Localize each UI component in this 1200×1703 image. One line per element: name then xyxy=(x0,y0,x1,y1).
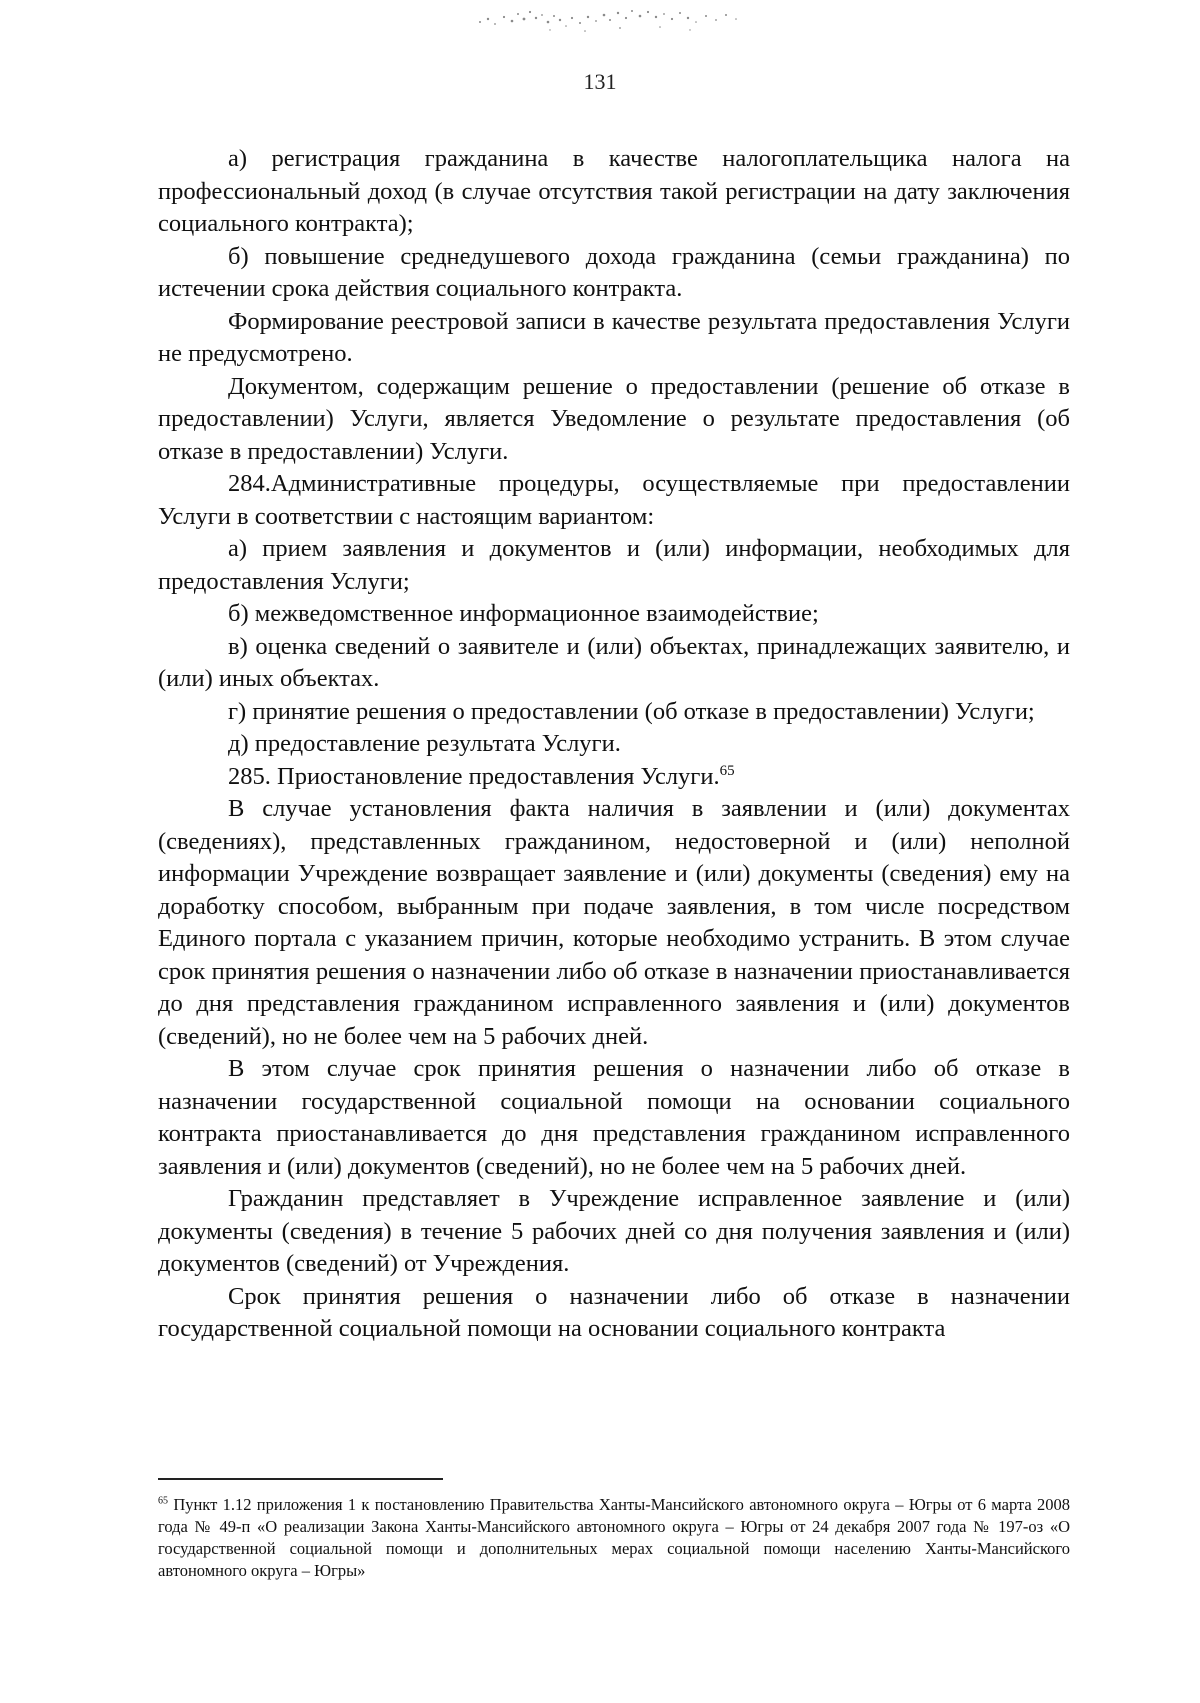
document-body xyxy=(158,143,1070,1346)
paragraph: 284.Административные процедуры, осуществляемые при предоставлении Услуги в соответствии с настоящим вариантом: xyxy=(158,470,1070,530)
page-number: 131 xyxy=(583,69,617,94)
paragraph: г) принятие решения о предоставлении (об отказе в предоставлении) Услуги; xyxy=(228,697,1035,725)
footnote-separator xyxy=(158,1478,443,1480)
section-heading-285 xyxy=(158,761,1070,794)
paragraph: В случае установления факта наличия в заявлении и (или) документах (сведениях), представленных гражданином, недостоверной и (или) неполной информации Учреждение возвращает заявление и (или) документы (сведения) ему на доработку способом, выбранным при подаче заявления, в том числе посредством Единого портала с указанием причин, которые необходимо устранить. В этом случае срок принятия решения о назначении либо об отказе в назначении приостанавливается до дня представления гражданином исправленного заявления и (или) документов (сведений), но не более чем на 5 рабочих дней. xyxy=(158,795,1070,1050)
paragraph: б) межведомственное информационное взаимодействие; xyxy=(228,600,819,627)
footnote xyxy=(158,1494,1070,1582)
footnote-text: Пункт 1.12 приложения 1 к постановлению Правительства Ханты-Мансийского автономного округа – Югры от 6 марта 2008 года № 49-п «О реализации Закона Ханты-Мансийского автономного округа – Югры от 24 декабря 2007 года № 197-оз «О государственной социальной помощи и дополнительных мерах социальной помощи населению Ханты-Мансийского автономного округа – Югры» xyxy=(158,1495,1071,1580)
paragraph: в) оценка сведений о заявителе и (или) объектах, принадлежащих заявителю, и (или) иных объектах. xyxy=(158,632,1070,692)
paragraph: Документом, содержащим решение о предоставлении (решение об отказе в предоставлении) Услуги, является Уведомление о результате предоставления (об отказе в предоставлении) Услуги. xyxy=(158,372,1070,465)
paragraph: а) регистрация гражданина в качестве налогоплательщика налога на профессиональный доход (в случае отсутствия такой регистрации на дату заключения социального контракта); xyxy=(158,145,1070,237)
paragraph: а) прием заявления и документов и (или) информации, необходимых для предоставления Услуги; xyxy=(158,535,1070,595)
paragraph: Срок принятия решения о назначении либо об отказе в назначении государственной социальной помощи на основании социального контракта xyxy=(158,1282,1070,1342)
footnote-mark: 65 xyxy=(158,1495,168,1507)
scan-artifact xyxy=(460,0,750,46)
paragraph: д) предоставление результата Услуги. xyxy=(228,730,621,757)
paragraph: Формирование реестровой записи в качестве результата предоставления Услуги не предусмотрено. xyxy=(158,307,1070,367)
footnote-reference[interactable]: 65 xyxy=(719,762,735,779)
paragraph: В этом случае срок принятия решения о назначении либо об отказе в назначении государственной социальной помощи на основании социального контракта приостанавливается до дня представления гражданином исправленного заявления и (или) документов (сведений), но не более чем на 5 рабочих дней. xyxy=(158,1055,1070,1180)
footnote-paragraph xyxy=(158,1494,1070,1582)
paragraph: Гражданин представляет в Учреждение исправленное заявление и (или) документы (сведения) в течение 5 рабочих дней со дня получения заявления и (или) документов (сведений) от Учреждения. xyxy=(158,1185,1070,1277)
paragraph: б) повышение среднедушевого дохода гражданина (семьи гражданина) по истечении срока действия социального контракта. xyxy=(158,242,1070,302)
section-285-text: 285. Приостановление предоставления Услуги. xyxy=(228,762,720,790)
